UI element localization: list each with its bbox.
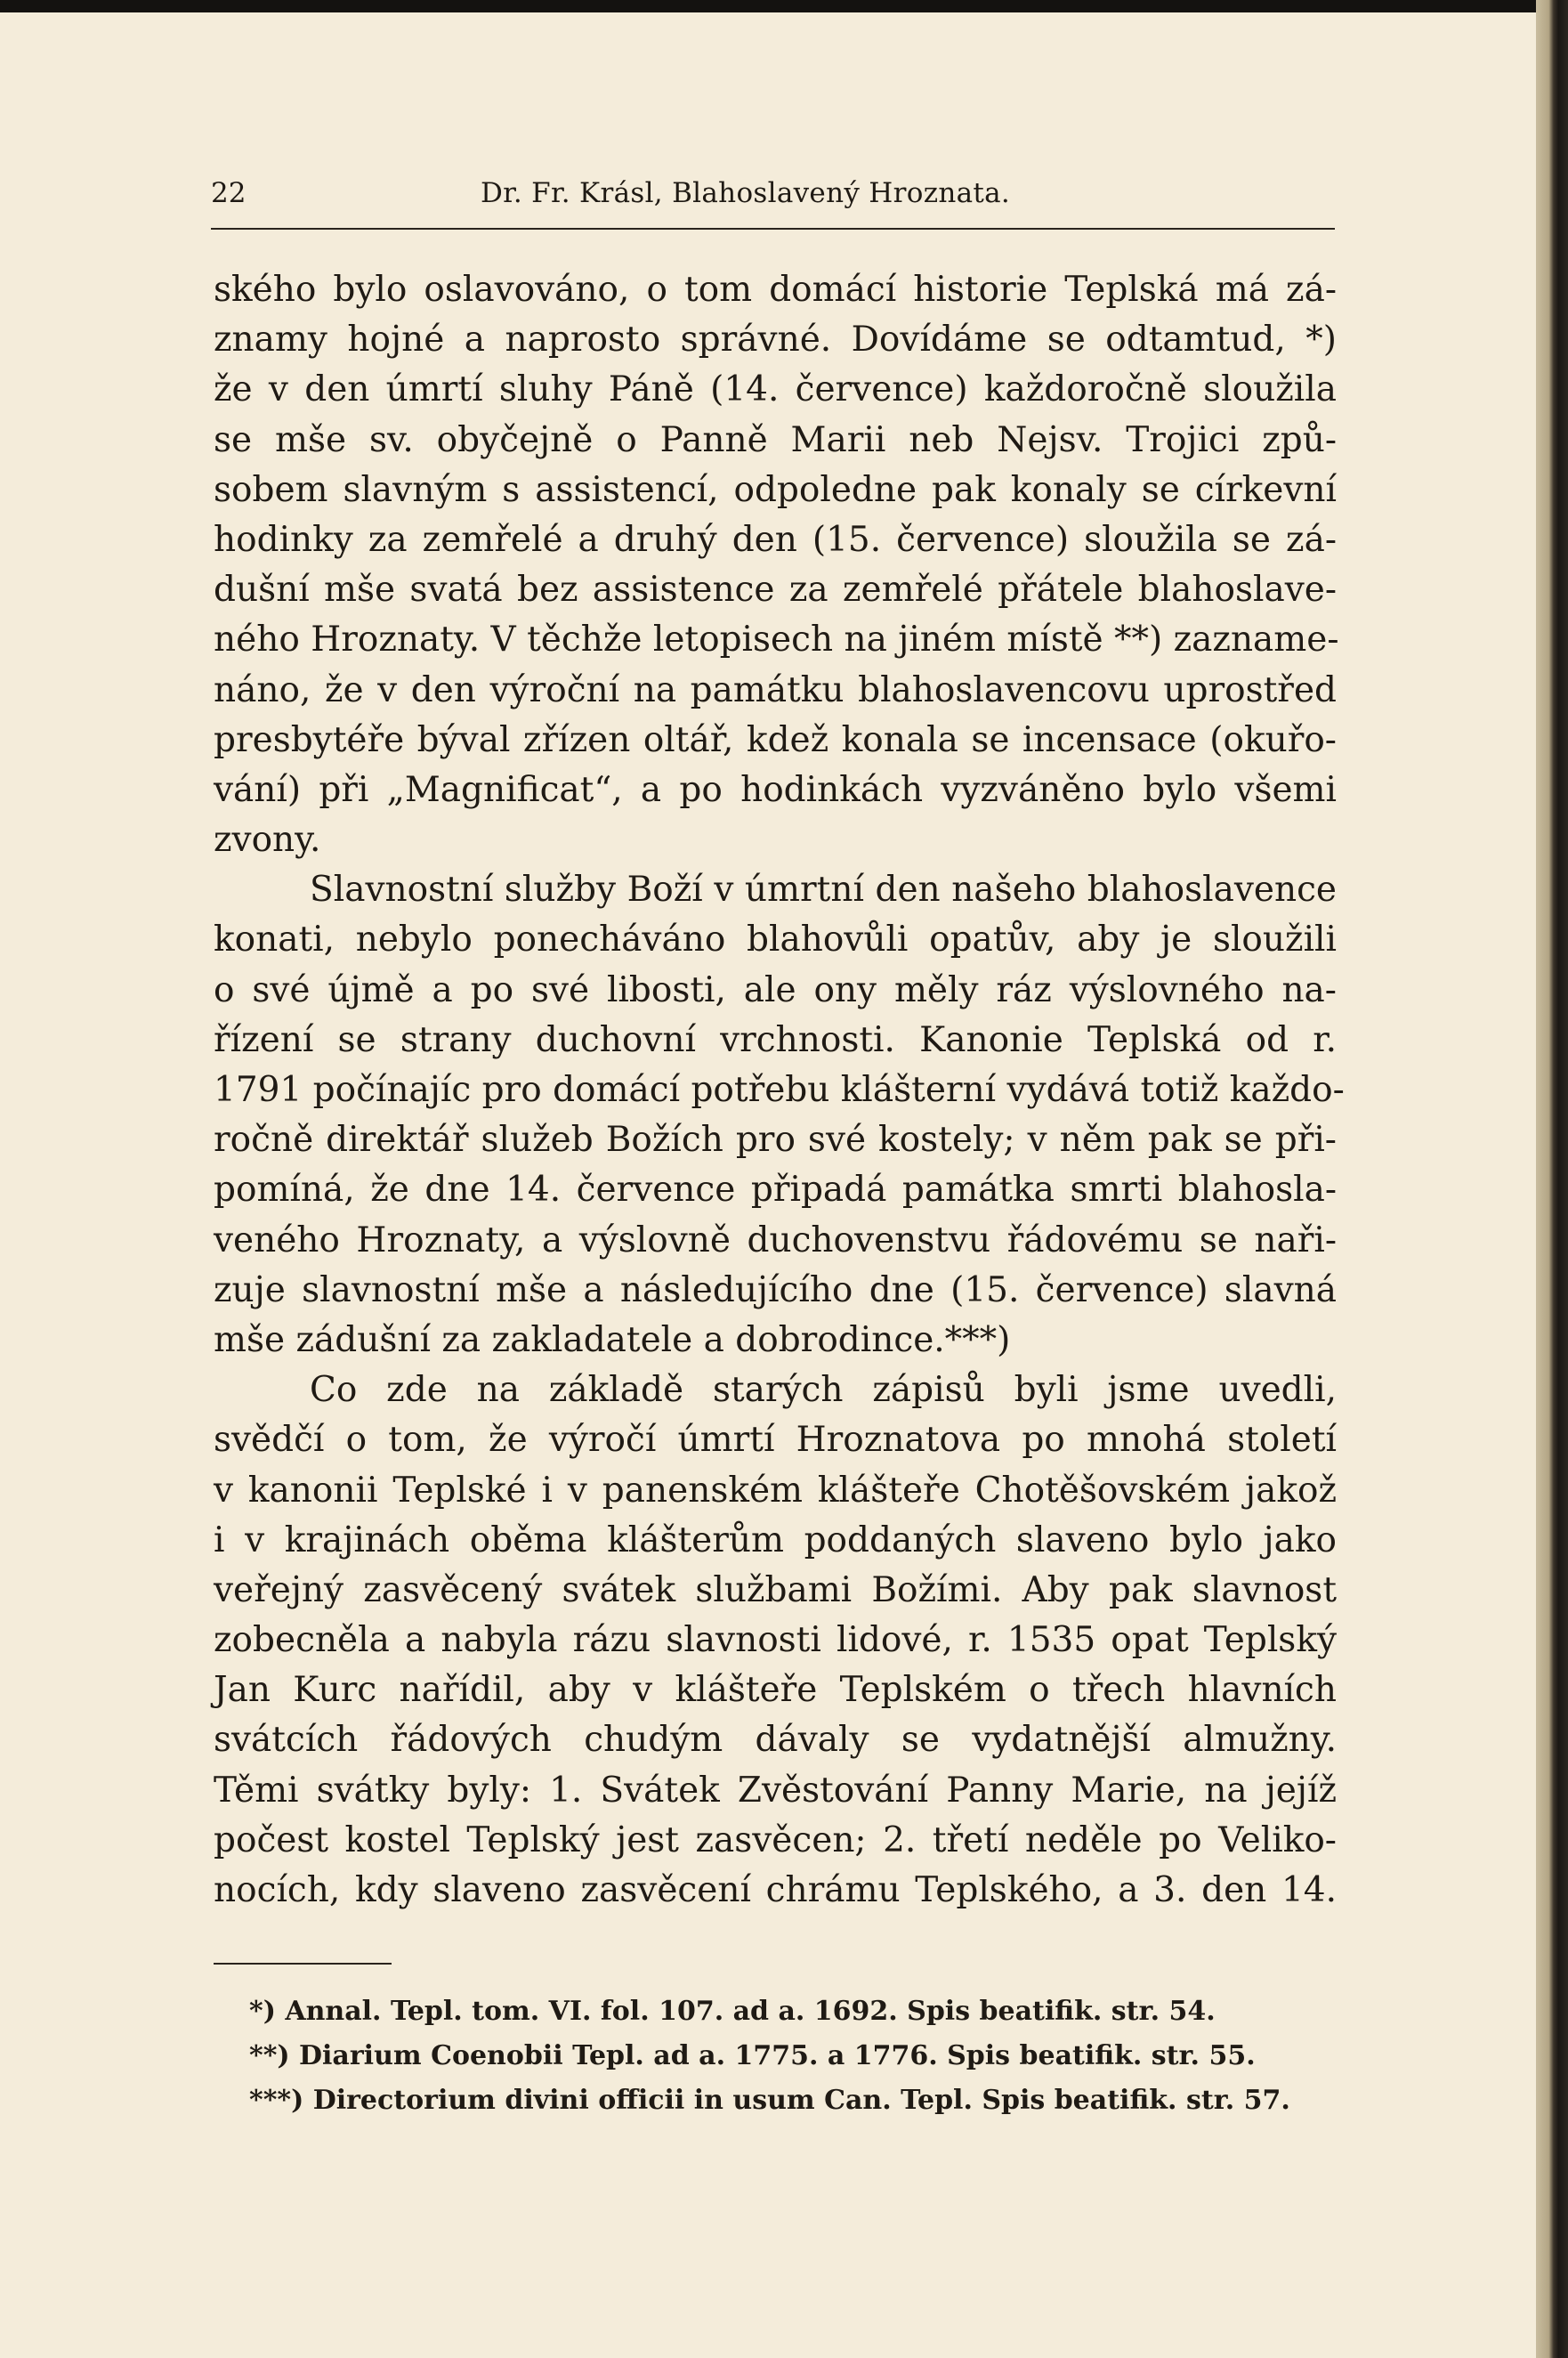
paragraph-2 [214,865,1345,1365]
text-line: vání) při „Magnificat“, a po hodinkách vyzváněno bylo všemi [214,769,1337,810]
footnote-rule [214,1963,392,1965]
text-line: svědčí o tom, že výročí úmrtí Hroznatova po mnohá století [214,1420,1337,1461]
text-line: Slavnostní služby Boží v úmrtní den našeho blahoslavence [310,870,1337,911]
text-line: ročně direktář služeb Božích pro své kostely; v něm pak se při- [214,1120,1337,1161]
text-line: náno, že v den výroční na památku blahoslavencovu uprostřed [214,669,1337,710]
text-line: o své újmě a po své libosti, ale ony měly ráz výslovného na- [214,969,1337,1010]
text-line: presbytéře býval zřízen oltář, kdež konala se incensace (okuřo- [214,719,1337,760]
text-line: počest kostel Teplský jest zasvěcen; 2. třetí neděle po Veliko- [214,1819,1337,1860]
text-line: konati, nebylo ponecháváno blahovůli opatův, aby je sloužili [214,920,1337,960]
text-line: svátcích řádových chudým dávaly se vydatnější almužny. [214,1720,1337,1761]
text-line: mše zádušní za zakladatele a dobrodince.***) [214,1319,1011,1360]
text-line: sobem slavným s assistencí, odpoledne pak konaly se církevní [214,469,1337,510]
text-line: nocích, kdy slaveno zasvěcení chrámu Teplského, a 3. den 14. [214,1870,1337,1910]
scan-top-border [0,0,1568,12]
text-line: 1791 počínajíc pro domácí potřebu klášterní vydává totiž každo- [214,1070,1345,1110]
footnotes [249,1989,1317,2123]
text-line: zobecněla a nabyla rázu slavnosti lidové, r. 1535 opat Teplský [214,1620,1337,1661]
paragraph-1 [214,265,1337,865]
page-header [211,177,1335,220]
text-line: se mše sv. obyčejně o Panně Marii neb Nejsv. Trojici způ- [214,419,1337,460]
footnote: *) Annal. Tepl. tom. VI. fol. 107. ad a. 1692. Spis beatifik. str. 54. [249,1996,1216,2027]
text-line: Co zde na základě starých zápisů byli jsme uvedli, [310,1370,1337,1411]
text-line: zvony. [214,820,321,861]
text-line: Těmi svátky byly: 1. Svátek Zvěstování Panny Marie, na jejíž [214,1770,1337,1811]
text-line: že v den úmrtí sluhy Páně (14. července) každoročně sloužila [214,369,1337,410]
text-line: znamy hojné a naprosto správné. Dovídáme se odtamtud, *) [214,320,1337,361]
text-line: veřejný zasvěcený svátek službami Božími. Aby pak slavnost [214,1569,1337,1610]
paragraph-3 [214,1365,1337,1916]
text-line: veného Hroznaty, a výslovně duchovenstvu řádovému se naři- [214,1220,1337,1260]
footnote: ***) Directorium divini officii in usum Can. Tepl. Spis beatifik. str. 57. [249,2085,1290,2116]
text-line: zuje slavnostní mše a následujícího dne (15. července) slavná [214,1269,1337,1310]
text-line: ného Hroznaty. V těchže letopisech na jiném místě **) zazname- [214,620,1339,660]
text-line: ského bylo oslavováno, o tom domácí historie Teplská má zá- [214,270,1337,310]
footnote: **) Diarium Coenobii Tepl. ad a. 1775. a 1776. Spis beatifik. str. 55. [249,2040,1256,2071]
text-line: dušní mše svatá bez assistence za zemřelé přátele blahoslave- [214,570,1337,611]
book-spine-edge [1536,0,1568,2358]
text-line: i v krajinách oběma klášterům poddaných slaveno bylo jako [214,1519,1337,1560]
text-line: řízení se strany duchovní vrchnosti. Kanonie Teplská od r. [214,1019,1337,1060]
text-line: Jan Kurc nařídil, aby v klášteře Teplském o třech hlavních [214,1670,1337,1711]
text-line: hodinky za zemřelé a druhý den (15. července) sloužila se zá- [214,519,1337,560]
running-head: Dr. Fr. Krásl, Blahoslavený Hroznata. [481,177,1011,209]
text-line: pomíná, že dne 14. července připadá památka smrti blahosla- [214,1170,1337,1211]
page-number: 22 [211,177,247,209]
body-text [214,265,1345,1916]
text-line: v kanonii Teplské i v panenském klášteře Chotěšovském jakož [214,1470,1337,1511]
header-rule [211,228,1335,230]
